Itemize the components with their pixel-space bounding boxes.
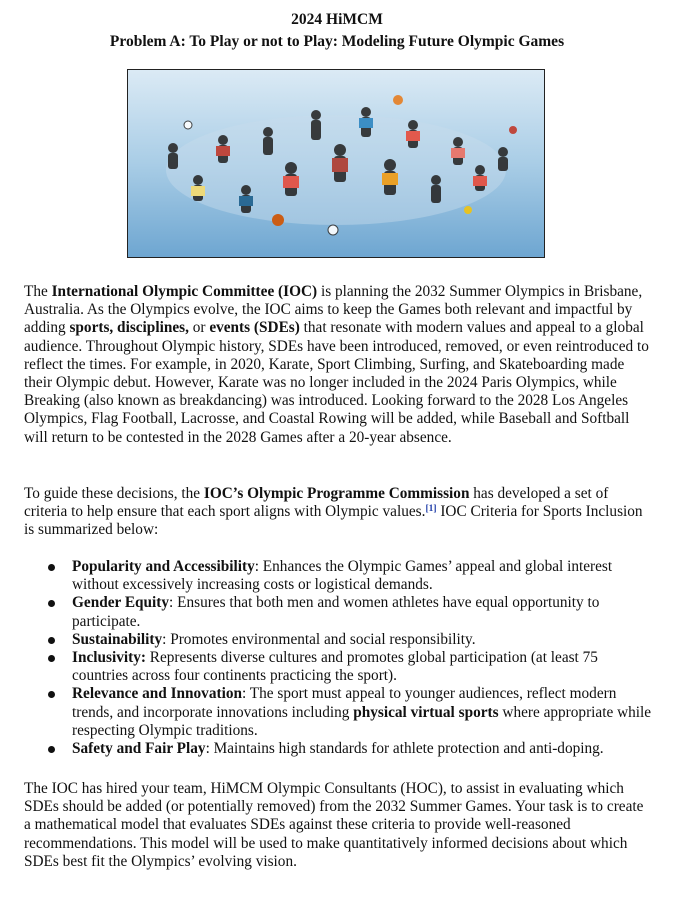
reference-link[interactable]: [1] [425, 504, 437, 515]
document-subtitle: Problem A: To Play or not to Play: Modeling Future Olympic Games [109, 33, 565, 50]
bullet-icon [48, 637, 55, 644]
criteria-item: Inclusivity: Represents diverse cultures and promotes global participation (at least 75 countries across four continents practicing the sport). [24, 649, 654, 685]
criteria-list [24, 558, 654, 758]
criteria-item: Relevance and Innovation: The sport must appeal to younger audiences, reflect modern trends, and incorporate innovations including physical virtual sports where appropriate while respecting Olympic traditions. [24, 685, 654, 740]
bullet-icon [48, 564, 55, 571]
criteria-item: Sustainability: Promotes environmental and social responsibility. [24, 631, 654, 649]
bullet-icon [48, 655, 55, 662]
ioc-term: International Olympic Committee (IOC) [51, 283, 318, 300]
bullet-icon [48, 691, 55, 698]
bullet-icon [48, 746, 55, 753]
task-paragraph: The IOC has hired your team, HiMCM Olympic Consultants (HOC), to assist in evaluating which SDEs should be added (or potentially removed) from the 2032 Summer Games. Your task is to create a mathematical model that evaluates SDEs against these criteria to provide well-reasoned recommendations. This model will be used to make quantitatively informed decisions about which SDEs best fit the Olympics’ evolving vision. [24, 780, 644, 870]
olympic-athletes-collage-icon [127, 69, 545, 258]
criteria-intro-paragraph: To guide these decisions, the IOC’s Olympic Programme Commission has developed a set of criteria to help ensure that each sport aligns with Olympic values.[1] IOC Criteria for Sports Inclusion is summarized below: [24, 485, 643, 539]
commission-term: IOC’s Olympic Programme Commission [203, 485, 470, 502]
criteria-item: Gender Equity: Ensures that both men and women athletes have equal opportunity to participate. [24, 594, 654, 630]
intro-paragraph: The International Olympic Committee (IOC) is planning the 2032 Summer Olympics in Brisbane, Australia. As the Olympics evolve, the IOC aims to keep the Games both relevant and impactful by adding sports, disciplines, or events (SDEs) that resonate with modern values and appeal to a global audience. Throughout Olympic history, SDEs have been introduced, removed, or even reintroduced to reflect the times. For example, in 2020, Karate, Sport Climbing, Surfing, and Skateboarding made their Olympic debut. However, Karate was no longer included in the 2024 Paris Olympics, while Breaking (also known as breakdancing) was introduced. Looking forward to the 2028 Los Angeles Olympics, Flag Football, Lacrosse, and Coastal Rowing will be added, while Baseball and Softball will return to be contested in the 2028 Games after a 20-year absence. [24, 283, 649, 446]
criteria-item: Popularity and Accessibility: Enhances the Olympic Games’ appeal and global interest without excessively increasing costs or logistical demands. [24, 558, 654, 594]
sde-events-term: events (SDEs) [209, 319, 300, 337]
bullet-icon [48, 600, 55, 607]
document-title: 2024 HiMCM [291, 11, 383, 28]
sde-term: sports, disciplines, [69, 319, 189, 337]
criteria-item: Safety and Fair Play: Maintains high standards for athlete protection and anti-doping. [24, 740, 654, 758]
